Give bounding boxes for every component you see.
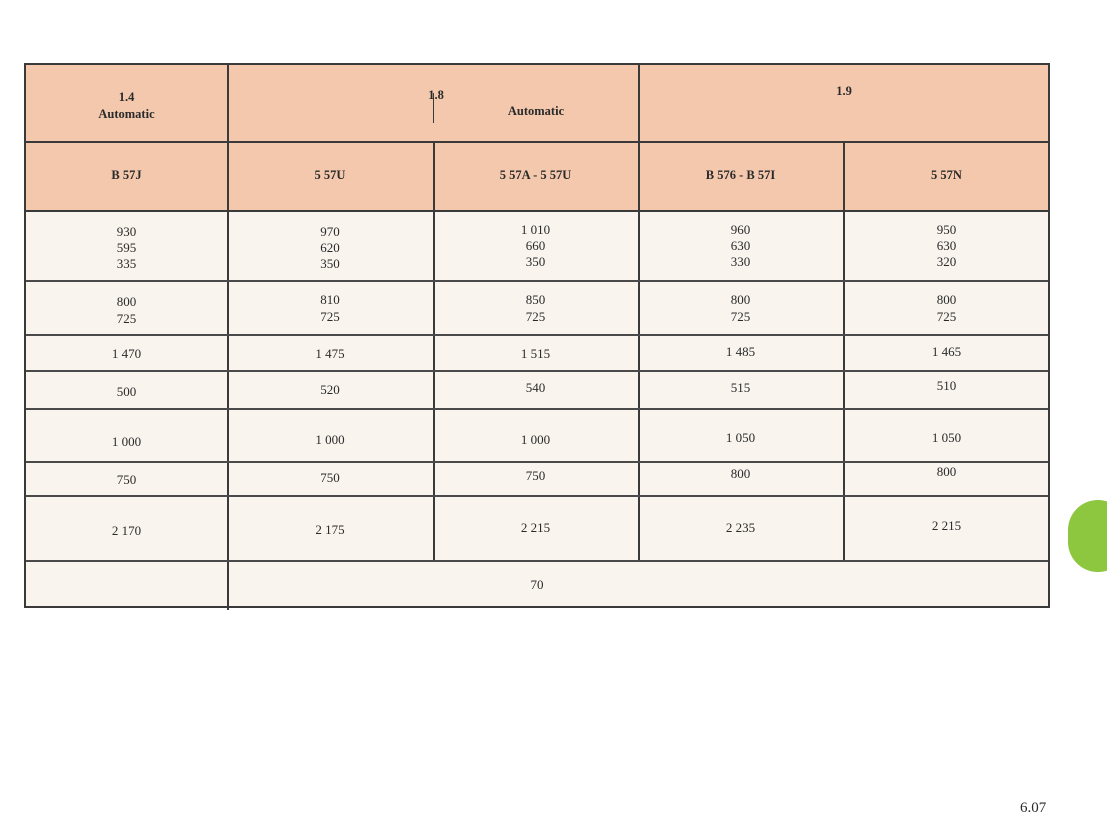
- table-cell: 1 470: [111, 346, 142, 361]
- table-cell: 1 475: [315, 346, 345, 361]
- page-number: 6.07: [1020, 800, 1047, 816]
- row-divider: [26, 280, 1048, 282]
- table-cell: 950 630 320: [936, 222, 957, 269]
- table-cell: 750: [525, 468, 546, 483]
- table-cell: 1 485: [725, 344, 756, 359]
- table-cell: 1 000: [520, 432, 551, 447]
- row-divider: [26, 495, 1048, 497]
- header-divider: [26, 141, 1048, 143]
- engine-1-8-automatic-header: Automatic: [507, 104, 565, 118]
- table-cell: 970 620 350: [320, 224, 340, 271]
- table-cell: 2 170: [111, 523, 142, 538]
- table-cell: 515: [730, 380, 751, 395]
- table-cell: 800: [936, 464, 957, 479]
- row-divider: [26, 408, 1048, 410]
- table-cell: 930 595 335: [116, 224, 137, 271]
- table-cell: 850 725: [525, 292, 546, 324]
- model-header: 5 57N: [931, 168, 962, 182]
- table-cell: 1 000: [315, 432, 345, 447]
- table-cell: 1 050: [725, 430, 756, 445]
- model-header: 5 57U: [314, 168, 346, 182]
- table-cell: 2 215: [931, 518, 962, 533]
- table-cell: 1 465: [931, 344, 962, 359]
- table-cell: 520: [320, 382, 340, 397]
- engine-1-8-header: 1.8: [428, 88, 444, 102]
- table-cell: 540: [525, 380, 546, 395]
- table-cell: 2 215: [520, 520, 551, 535]
- table-cell: 800 725: [116, 294, 137, 326]
- table-cell: 800: [730, 466, 751, 481]
- table-cell: 1 050: [931, 430, 962, 445]
- table-cell: 800 725: [730, 292, 751, 324]
- table-cell: 1 515: [520, 346, 551, 361]
- model-header: 5 57A - 5 57U: [499, 168, 572, 182]
- row-divider: [26, 334, 1048, 336]
- footer-value: 70: [530, 577, 544, 592]
- table-cell: 1 010 660 350: [520, 222, 551, 269]
- model-header: B 57J: [111, 168, 142, 182]
- row-divider: [26, 560, 1048, 562]
- engine-1-4-header: 1.4 Automatic: [98, 90, 155, 121]
- table-cell: 500: [116, 384, 137, 399]
- model-header: B 576 - B 57I: [705, 168, 776, 182]
- table-cell: 800 725: [936, 292, 957, 324]
- section-tab: [1068, 500, 1107, 572]
- table-cell: 750: [320, 470, 340, 485]
- table-cell: 2 235: [725, 520, 756, 535]
- table-cell: 960 630 330: [730, 222, 751, 269]
- table-cell: 810 725: [320, 292, 340, 324]
- table-cell: 1 000: [111, 434, 142, 449]
- table-cell: 2 175: [315, 522, 345, 537]
- engine-1-9-header: 1.9: [836, 84, 852, 98]
- specifications-table: [24, 63, 1050, 608]
- table-cell: 510: [936, 378, 957, 393]
- row-divider: [26, 370, 1048, 372]
- table-cell: 750: [116, 472, 137, 487]
